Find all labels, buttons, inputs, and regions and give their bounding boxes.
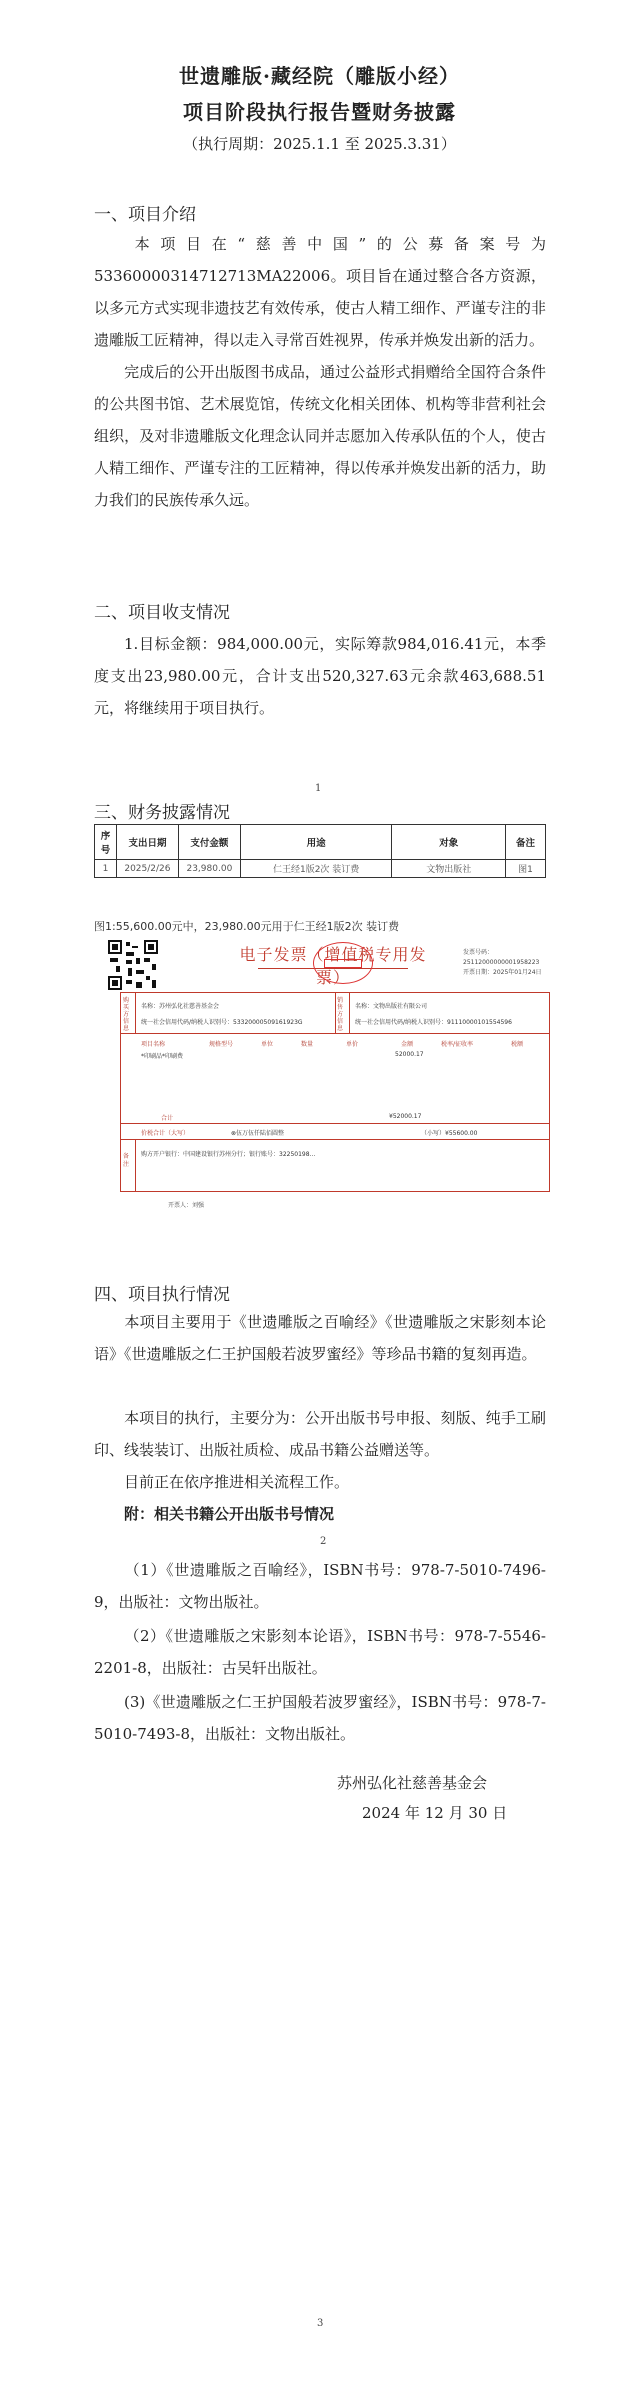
section2-paragraph: 1.目标金额：984,000.00元，实际筹款984,016.41元，本季度支出23,980.00元，合计支出520,327.63元余款463,688.51元，将继续用于项目执行。 bbox=[94, 635, 546, 717]
total-words: ⊗伍万伍仟陆佰圆整 bbox=[231, 1130, 285, 1137]
section4-paragraph2: 本项目的执行，主要分为：公开出版书号申报、刻版、纯手工刷印、线装装订、出版社质检、成品书籍公益赠送等。 bbox=[94, 1409, 546, 1459]
section1-paragraph1: 本项目在“慈善中国”的公募备案号为53360000314712713MA22006。项目旨在通过整合各方资源，以多元方式实现非遗技艺有效传承，使古人精工细作、严谨专注的非遗雕版工匠精神，得以走入寻常百姓视界，传承并焕发出新的活力。 bbox=[94, 235, 546, 349]
cell-purpose: 仁王经1版2次 装订费 bbox=[240, 860, 392, 878]
section1-paragraph2: 完成后的公开出版图书成品，通过公益形式捐赠给全国符合条件的公共图书馆、艺术展览馆，传统文化相关团体、机构等非营利社会组织，及对非遗雕版文化理念认同并志愿加入传承队伍的个人，使古人精工细作、严谨专注的工匠精神，得以传承并焕发出新的活力，助力我们的民族传承久远。 bbox=[94, 363, 546, 509]
invoice-divider bbox=[135, 993, 136, 1033]
invoice-item: *印刷品*印刷费 bbox=[141, 1053, 184, 1060]
report-period: （执行周期：2025.1.1 至 2025.3.31） bbox=[183, 135, 456, 153]
invoice-divider bbox=[121, 1139, 549, 1140]
section2-heading: 二、项目收支情况 bbox=[94, 603, 230, 623]
seller-label: 销售方信息 bbox=[337, 997, 344, 1032]
col-tax-rate: 税率/征收率 bbox=[441, 1041, 474, 1048]
invoice-total-label: 合计 bbox=[161, 1115, 174, 1122]
seller-name: 名称：文物出版社有限公司 bbox=[355, 1003, 428, 1010]
invoice-image bbox=[108, 940, 548, 1240]
col-header-purpose: 用途 bbox=[240, 825, 392, 860]
cell-amount: 23,980.00 bbox=[178, 860, 240, 878]
col-header-recipient: 对象 bbox=[392, 825, 506, 860]
invoice-number: 发票号码：25112000000001958223 bbox=[463, 949, 540, 966]
cell-index: 1 bbox=[95, 860, 117, 878]
signature-org: 苏州弘化社慈善基金会 bbox=[337, 1774, 488, 1792]
col-unit-price: 单价 bbox=[346, 1041, 359, 1048]
invoice-divider bbox=[121, 1033, 549, 1034]
invoice-frame bbox=[120, 992, 550, 1192]
col-header-index: 序号 bbox=[95, 825, 117, 860]
total-words-label: 价税合计（大写） bbox=[141, 1130, 190, 1137]
figure-caption: 图1:55,600.00元中，23,980.00元用于仁王经1版2次 装订费 bbox=[94, 920, 400, 933]
section4-paragraph3: 目前正在依序推进相关流程工作。 bbox=[124, 1473, 350, 1491]
col-header-remark: 备注 bbox=[506, 825, 546, 860]
appendix-heading: 附：相关书籍公开出版书号情况 bbox=[124, 1505, 335, 1523]
invoice-divider bbox=[121, 1123, 549, 1124]
book-entry-2: （2）《世遗雕版之宋影刻本论语》，ISBN书号：978-7-5546-2201-8，出版社：古吴轩出版社。 bbox=[94, 1627, 546, 1677]
invoice-date: 开票日期：2025年01月24日 bbox=[463, 969, 542, 976]
invoice-divider bbox=[135, 1139, 136, 1191]
buyer-name: 名称：苏州弘化社慈善基金会 bbox=[141, 1003, 220, 1010]
table-row bbox=[95, 860, 546, 878]
invoice-divider bbox=[335, 993, 336, 1033]
cell-recipient: 文物出版社 bbox=[392, 860, 506, 878]
col-header-date: 支出日期 bbox=[116, 825, 178, 860]
col-header-amount: 支付金额 bbox=[178, 825, 240, 860]
page-number-3: 3 bbox=[317, 2318, 324, 2329]
cell-date: 2025/2/26 bbox=[116, 860, 178, 878]
invoice-meta bbox=[463, 948, 548, 978]
col-quantity: 数量 bbox=[301, 1041, 314, 1048]
finance-table-header-row bbox=[95, 825, 546, 860]
buyer-code: 统一社会信用代码/纳税人识别号：53320000509161923G bbox=[141, 1019, 303, 1026]
page-number-1: 1 bbox=[315, 783, 322, 794]
col-amount: 金额 bbox=[401, 1041, 414, 1048]
col-spec: 规格型号 bbox=[209, 1041, 234, 1048]
report-title-line1: 世遗雕版·藏经院（雕版小经） bbox=[179, 64, 460, 88]
book-entry-1: （1）《世遗雕版之百喻经》，ISBN书号：978-7-5010-7496-9，出版社：文物出版社。 bbox=[94, 1561, 546, 1611]
invoice-remark: 购方开户银行：中国建设银行苏州分行；银行账号：32250198... bbox=[141, 1151, 316, 1158]
invoice-divider bbox=[349, 993, 350, 1033]
invoice-total-amount: ¥52000.17 bbox=[389, 1113, 422, 1120]
invoice-title: 电子发票（增值税专用发票） bbox=[239, 945, 427, 987]
report-title-line2: 项目阶段执行报告暨财务披露 bbox=[183, 100, 456, 124]
invoice-seal-icon bbox=[313, 942, 373, 984]
cell-remark: 图1 bbox=[506, 860, 546, 878]
remark-label: 备注 bbox=[123, 1153, 130, 1168]
seller-code: 统一社会信用代码/纳税人识别号：91110000101554596 bbox=[355, 1019, 512, 1026]
book-entry-3: (3)《世遗雕版之仁王护国般若波罗蜜经》，ISBN书号：978-7-5010-7493-8，出版社：文物出版社。 bbox=[94, 1693, 546, 1743]
section3-heading: 三、财务披露情况 bbox=[94, 803, 230, 823]
page-number-2: 2 bbox=[320, 1536, 327, 1547]
total-small: （小写）¥55600.00 bbox=[421, 1130, 478, 1137]
buyer-label: 购买方信息 bbox=[123, 997, 130, 1032]
section1-heading: 一、项目介绍 bbox=[94, 205, 196, 225]
col-unit: 单位 bbox=[261, 1041, 274, 1048]
finance-table bbox=[94, 824, 546, 878]
qr-code-icon bbox=[108, 940, 158, 990]
section4-heading: 四、项目执行情况 bbox=[94, 1285, 230, 1305]
col-item-name: 项目名称 bbox=[141, 1041, 166, 1048]
signature-date: 2024 年 12 月 30 日 bbox=[362, 1804, 508, 1822]
invoice-item-amount: 52000.17 bbox=[395, 1051, 424, 1058]
col-tax: 税额 bbox=[511, 1041, 524, 1048]
section4-paragraph1: 本项目主要用于《世遗雕版之百喻经》《世遗雕版之宋影刻本论语》《世遗雕版之仁王护国般若波罗蜜经》等珍品书籍的复刻再造。 bbox=[94, 1313, 546, 1363]
invoice-issuer: 开票人：刘强 bbox=[168, 1202, 205, 1209]
